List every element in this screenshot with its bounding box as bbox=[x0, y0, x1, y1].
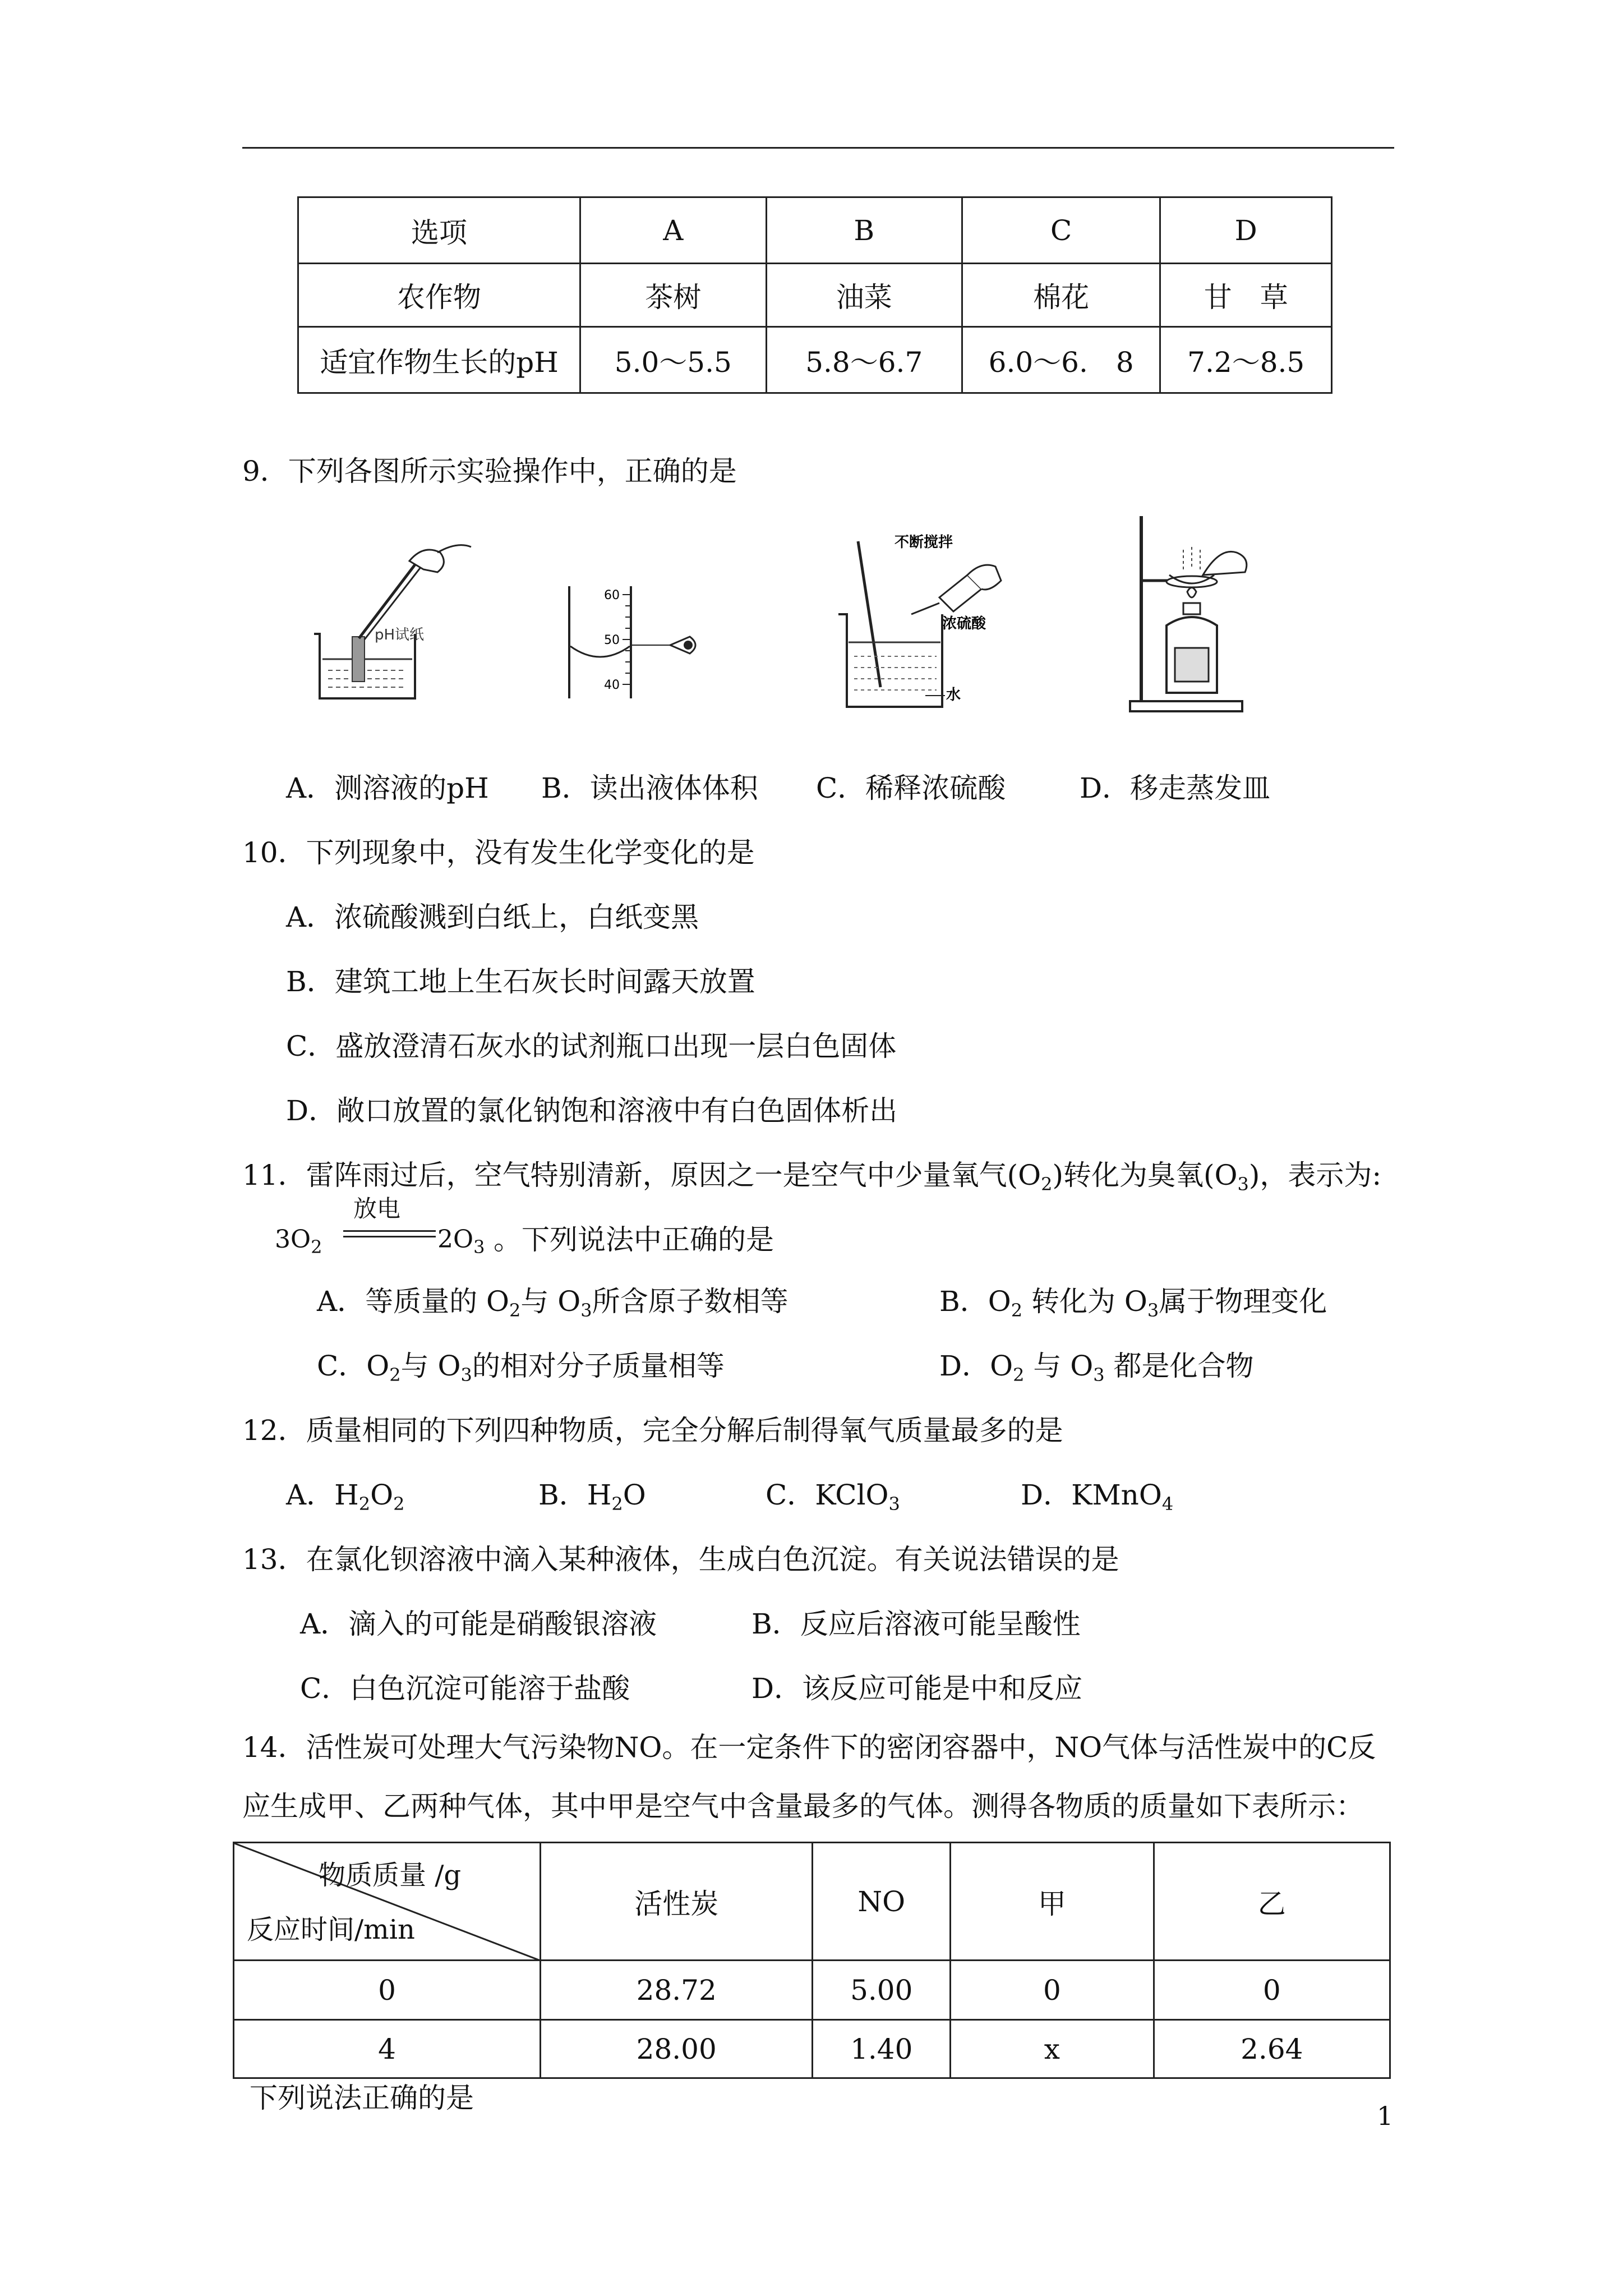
table-cell: x bbox=[951, 2020, 1154, 2078]
equation-bar-top bbox=[343, 1230, 436, 1232]
tick-50: 50 bbox=[604, 633, 620, 647]
q11-stem-tail: 。下列说法中正确的是 bbox=[494, 1223, 774, 1256]
q13-option-c: C．白色沉淀可能溶于盐酸 bbox=[300, 1672, 630, 1705]
q11-stem-part: )，表示为: bbox=[1248, 1159, 1382, 1191]
q10-option-b: B．建筑工地上生石灰长时间露天放置 bbox=[286, 965, 755, 998]
q14-after-text: 下列说法正确的是 bbox=[250, 2082, 474, 2114]
figure-a-ph-test bbox=[303, 539, 488, 707]
option-text: 所含原子数相等 bbox=[592, 1285, 789, 1318]
q12-option-d bbox=[1021, 1478, 1174, 1515]
table-cell: B bbox=[766, 197, 962, 264]
table-cell: 适宜作物生长的pH bbox=[298, 327, 580, 393]
reaction-condition: 放电 bbox=[353, 1195, 401, 1222]
subscript: 2 bbox=[393, 1493, 405, 1515]
option-text: O bbox=[370, 1479, 394, 1511]
subscript: 3 bbox=[580, 1300, 592, 1321]
table-cell: 甘 草 bbox=[1160, 264, 1332, 327]
table-header: 活性炭 bbox=[541, 1843, 813, 1961]
table-cell: 茶树 bbox=[580, 264, 766, 327]
q13-option-b: B．反应后溶液可能呈酸性 bbox=[751, 1608, 1081, 1640]
subscript: 2 bbox=[611, 1493, 623, 1515]
table-cell: 油菜 bbox=[766, 264, 962, 327]
q10-option-d: D．敞口放置的氯化钠饱和溶液中有白色固体析出 bbox=[286, 1094, 898, 1127]
subscript: 4 bbox=[1161, 1493, 1174, 1515]
option-text: B．O bbox=[939, 1285, 1011, 1318]
table-cell: 5.8～6.7 bbox=[766, 327, 962, 393]
q12-option-b bbox=[538, 1478, 646, 1515]
q11-option-d bbox=[939, 1349, 1254, 1386]
q11-option-a bbox=[317, 1285, 789, 1321]
q10-option-a: A．浓硫酸溅到白纸上，白纸变黑 bbox=[286, 901, 699, 933]
subscript: 2 bbox=[1013, 1364, 1025, 1386]
ph-paper-label: pH试纸 bbox=[375, 627, 425, 643]
option-text: D．KMnO bbox=[1021, 1479, 1162, 1511]
table-row bbox=[234, 2020, 1390, 2078]
option-text: 转化为 O bbox=[1022, 1285, 1147, 1318]
subscript: 2 bbox=[311, 1236, 322, 1258]
option-text: C．O bbox=[317, 1350, 390, 1382]
q14-line-1: 14．活性炭可处理大气污染物NO。在一定条件下的密闭容器中，NO气体与活性炭中的C反 bbox=[242, 1731, 1376, 1764]
table-row bbox=[234, 1843, 1390, 1961]
option-text: A．H bbox=[286, 1479, 359, 1511]
corner-bottom-label: 反应时间/min bbox=[247, 1914, 415, 1945]
tick-60: 60 bbox=[604, 588, 620, 602]
figure-b-cylinder bbox=[558, 583, 726, 707]
water-label: 水 bbox=[946, 687, 961, 703]
table-cell: 4 bbox=[234, 2020, 541, 2078]
q10-option-c: C．盛放澄清石灰水的试剂瓶口出现一层白色固体 bbox=[286, 1030, 897, 1062]
table-row bbox=[298, 197, 1332, 264]
q11-option-b bbox=[939, 1285, 1327, 1321]
subscript: 3 bbox=[1093, 1364, 1105, 1386]
subscript: 2 bbox=[1041, 1174, 1053, 1195]
q9-stem: 9．下列各图所示实验操作中，正确的是 bbox=[242, 455, 737, 487]
option-text: 的相对分子质量相等 bbox=[472, 1350, 725, 1382]
option-text: 与 O bbox=[520, 1285, 581, 1318]
subscript: 2 bbox=[389, 1364, 401, 1386]
crop-ph-table bbox=[297, 196, 1332, 394]
equation-right bbox=[437, 1223, 485, 1257]
table-cell: C bbox=[962, 197, 1160, 264]
q9-option-c: C．稀释浓硫酸 bbox=[816, 772, 1006, 804]
q11-option-c bbox=[317, 1349, 725, 1386]
subscript: 2 bbox=[509, 1300, 521, 1321]
q12-option-a bbox=[286, 1478, 405, 1515]
q13-option-a: A．滴入的可能是硝酸银溶液 bbox=[300, 1608, 657, 1640]
table-header: 甲 bbox=[951, 1843, 1154, 1961]
figure-c-dilution bbox=[827, 530, 1012, 715]
option-text: 与 O bbox=[400, 1350, 461, 1382]
table-cell: 5.0～5.5 bbox=[580, 327, 766, 393]
table-cell: 6.0～6. 8 bbox=[962, 327, 1160, 393]
corner-cell bbox=[234, 1843, 541, 1961]
q12-stem: 12．质量相同的下列四种物质，完全分解后制得氧气质量最多的是 bbox=[242, 1414, 1063, 1447]
equation-left-text: 3O bbox=[275, 1225, 311, 1254]
header-rule bbox=[242, 147, 1394, 149]
table-cell: 农作物 bbox=[298, 264, 580, 327]
table-cell: 0 bbox=[1154, 1961, 1390, 2020]
table-cell: 0 bbox=[951, 1961, 1154, 2020]
table-cell: 28.72 bbox=[541, 1961, 813, 2020]
table-cell: 选项 bbox=[298, 197, 580, 264]
equation-left bbox=[275, 1223, 322, 1257]
subscript: 2 bbox=[358, 1493, 371, 1515]
table-header: NO bbox=[813, 1843, 951, 1961]
subscript: 3 bbox=[888, 1493, 900, 1515]
subscript: 3 bbox=[460, 1364, 472, 1386]
figure-d-evaporation bbox=[1124, 513, 1270, 715]
acid-label: 浓硫酸 bbox=[942, 615, 986, 632]
table-header: 乙 bbox=[1154, 1843, 1390, 1961]
q12-option-c bbox=[766, 1478, 900, 1515]
q11-stem-part: 11．雷阵雨过后，空气特别清新，原因之一是空气中少量氧气(O bbox=[242, 1159, 1041, 1191]
q9-option-d: D．移走蒸发皿 bbox=[1080, 772, 1271, 804]
q9-option-a: A．测溶液的pH bbox=[286, 772, 489, 804]
page-number: 1 bbox=[1377, 2101, 1394, 2131]
table-cell: 2.64 bbox=[1154, 2020, 1390, 2078]
mass-table bbox=[233, 1842, 1391, 2079]
subscript: 3 bbox=[1147, 1300, 1159, 1321]
option-text: 都是化合物 bbox=[1104, 1350, 1254, 1382]
table-cell: 28.00 bbox=[541, 2020, 813, 2078]
option-text: A．等质量的 O bbox=[317, 1285, 509, 1318]
table-row bbox=[298, 264, 1332, 327]
table-cell: 5.00 bbox=[813, 1961, 951, 2020]
q10-stem: 10．下列现象中，没有发生化学变化的是 bbox=[242, 836, 755, 869]
table-cell: 棉花 bbox=[962, 264, 1160, 327]
q9-option-b: B．读出液体体积 bbox=[541, 772, 758, 804]
option-text: O bbox=[623, 1479, 646, 1511]
subscript: 3 bbox=[1237, 1174, 1249, 1195]
table-cell: 7.2～8.5 bbox=[1160, 327, 1332, 393]
option-text: C．KClO bbox=[766, 1479, 889, 1511]
q11-stem bbox=[242, 1158, 1382, 1195]
q14-line-2: 应生成甲、乙两种气体，其中甲是空气中含量最多的气体。测得各物质的质量如下表所示： bbox=[242, 1790, 1364, 1823]
table-cell: 0 bbox=[234, 1961, 541, 2020]
subscript: 2 bbox=[1011, 1300, 1023, 1321]
table-cell: A bbox=[580, 197, 766, 264]
option-text: 与 O bbox=[1024, 1350, 1094, 1382]
table-row bbox=[298, 327, 1332, 393]
q11-stem-part: )转化为臭氧(O bbox=[1052, 1159, 1238, 1191]
corner-top-label: 物质质量 /g bbox=[319, 1860, 462, 1891]
equation-bar-bottom bbox=[343, 1236, 436, 1237]
stir-label: 不断搅拌 bbox=[895, 534, 953, 551]
option-text: D．O bbox=[939, 1350, 1013, 1382]
option-text: 属于物理变化 bbox=[1159, 1285, 1327, 1318]
table-cell: D bbox=[1160, 197, 1332, 264]
q13-stem: 13．在氯化钡溶液中滴入某种液体，生成白色沉淀。有关说法错误的是 bbox=[242, 1543, 1119, 1576]
option-text: B．H bbox=[538, 1479, 612, 1511]
tick-40: 40 bbox=[604, 678, 620, 692]
equation-right-text: 2O bbox=[437, 1225, 474, 1254]
table-row bbox=[234, 1961, 1390, 2020]
table-cell: 1.40 bbox=[813, 2020, 951, 2078]
q13-option-d: D．该反应可能是中和反应 bbox=[751, 1672, 1083, 1705]
subscript: 3 bbox=[473, 1236, 485, 1258]
